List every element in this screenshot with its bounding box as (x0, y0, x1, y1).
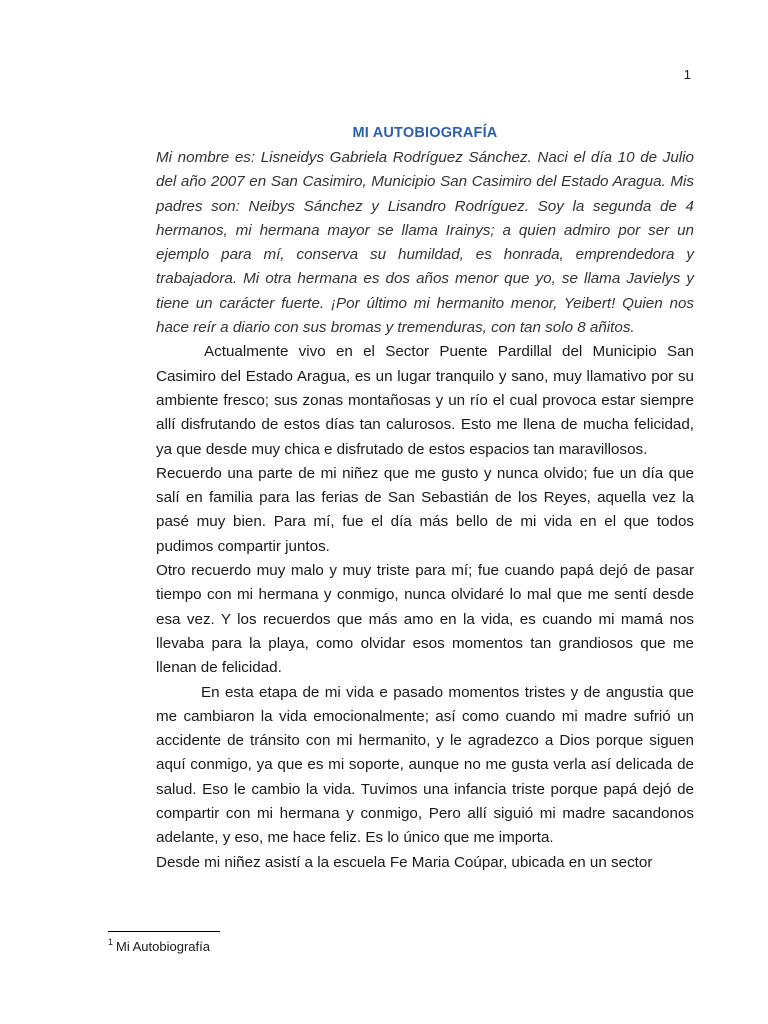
footnote (108, 939, 210, 954)
paragraph-life-stage: En esta etapa de mi vida e pasado momentos tristes y de angustia que me cambiaron la vida emocionalmente; así como cuando mi madre sufrió un accidente de tránsito con mi hermanito, y le agradezco a Dios porque siguen aquí conmigo, ya que es mi soporte, aunque no me gusta verla así delicada de salud. Eso le cambio la vida. Tuvimos una infancia triste porque papá dejó de compartir con mi hermana y conmigo, Pero allí siguió mi madre sacandonos adelante, y eso, me hace feliz. Es lo único que me importa. (156, 683, 694, 847)
footnote-separator (108, 931, 220, 932)
document-body (156, 146, 694, 875)
document-title: MI AUTOBIOGRAFÍA (352, 125, 498, 141)
paragraph-home: Actualmente vivo en el Sector Puente Pardillal del Municipio San Casimiro del Estado Aragua, es un lugar tranquilo y sano, muy llamativo por su ambiente fresco; sus zonas montañosas y un río el cual provoca estar siempre allí disfrutando de estos días tan calurosos. Esto me llena de mucha felicidad, ya que desde muy chica e disfrutado de estos espacios tan maravillosos. (156, 343, 694, 458)
paragraph-school: Desde mi niñez asistí a la escuela Fe Maria Coúpar, ubicada en un sector (156, 853, 653, 871)
paragraph-intro: Mi nombre es: Lisneidys Gabriela Rodríguez Sánchez. Naci el día 10 de Julio del año 2007 en San Casimiro, Municipio San Casimiro del Estado Aragua. Mis padres son: Neibys Sánchez y Lisandro Rodríguez. Soy la segunda de 4 hermanos, mi hermana mayor se llama Irainys; a quien admiro por ser un ejemplo para mí, conserva su humildad, es honrada, emprendedora y trabajadora. Mi otra hermana es dos años menor que yo, se llama Javielys y tiene un carácter fuerte. ¡Por último mi hermanito menor, Yeibert! Quien nos hace reír a diario con sus bromas y tremenduras, con tan solo 8 añitos. (156, 149, 694, 337)
footnote-marker: 1 (108, 937, 114, 947)
page-number: 1 (683, 67, 691, 82)
paragraph-good-memory: Recuerdo una parte de mi niñez que me gusto y nunca olvido; fue un día que salí en familia para las ferias de San Sebastián de los Reyes, aquella vez la pasé muy bien. Para mí, fue el día más bello de mi vida en el que todos pudimos compartir juntos. (156, 464, 694, 555)
footnote-text: Mi Autobiografía (116, 939, 210, 954)
paragraph-bad-memory: Otro recuerdo muy malo y muy triste para mí; fue cuando papá dejó de pasar tiempo con mi hermana y conmigo, nunca olvidaré lo mal que me sentí desde esa vez. Y los recuerdos que más amo en la vida, es cuando mi mamá nos llevaba para la playa, como olvidar esos momentos tan grandiosos que me llenan de felicidad. (156, 562, 694, 677)
